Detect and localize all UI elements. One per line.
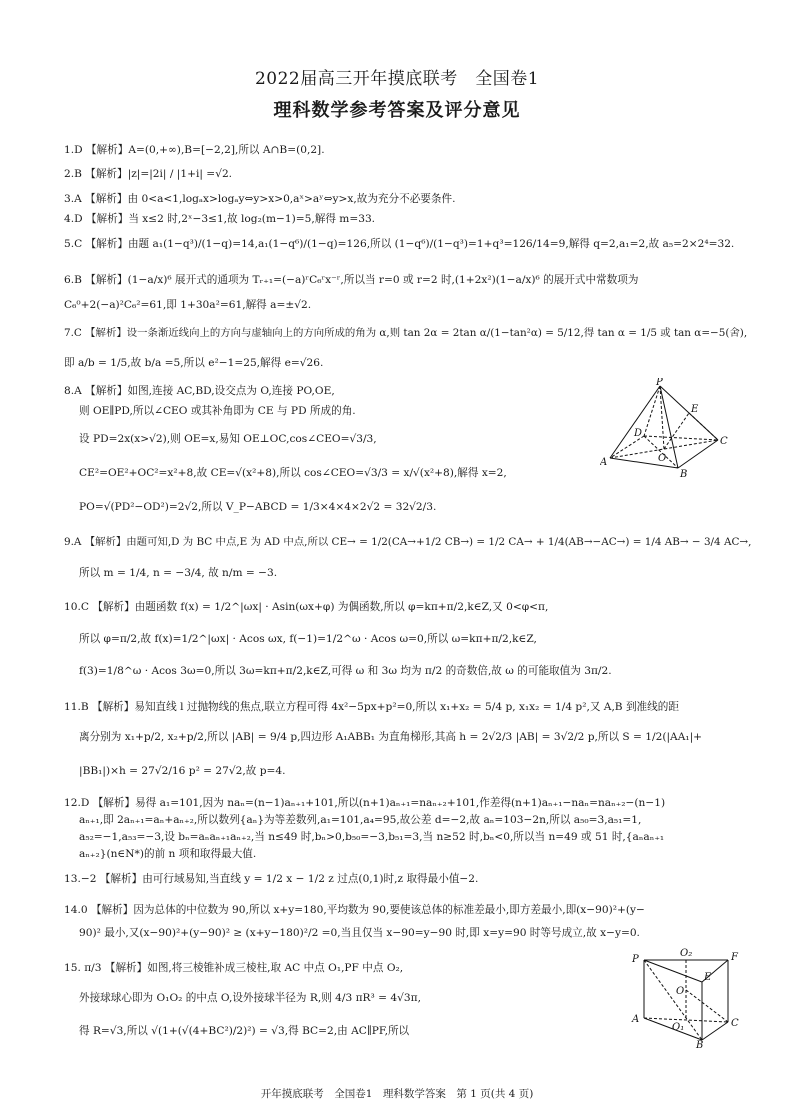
answer-q15-line2: 外接球球心即为 O₁O₂ 的中点 O,设外接球半径为 R,则 4/3 πR³ = 4√3π, bbox=[79, 992, 421, 1004]
label-o: O bbox=[676, 986, 685, 997]
label-a: A bbox=[632, 1014, 640, 1025]
label-a: A bbox=[600, 457, 608, 468]
q8-pyramid-figure bbox=[600, 378, 730, 488]
label-p: P bbox=[632, 954, 639, 965]
label-p: P bbox=[656, 378, 663, 388]
answer-q11-line1: 11.B 【解析】易知直线 l 过抛物线的焦点,联立方程可得 4x²−5px+p²=0,所以 x₁+x₂ = 5/4 p, x₁x₂ = 1/4 p²,又 A,B 到准线的距 bbox=[64, 701, 679, 713]
answer-q8-line3: 设 PD=2x(x>√2),则 OE=x,易知 OE⊥OC,cos∠CEO=√3/3, bbox=[79, 433, 377, 445]
answer-q10-line1: 10.C 【解析】由题函数 f(x) = 1/2^|ωx| · Asin(ωx+φ) 为偶函数,所以 φ=kπ+π/2,k∈Z,又 0<φ<π, bbox=[64, 601, 549, 613]
answer-q10-line2: 所以 φ=π/2,故 f(x)=1/2^|ωx| · Acos ωx, f(−1)=1/2^ω · Acos ω=0,所以 ω=kπ+π/2,k∈Z, bbox=[79, 633, 537, 645]
seg-oc bbox=[686, 990, 728, 1022]
answer-q15-line1: 15. π/3 【解析】如图,将三棱锥补成三棱柱,取 AC 中点 O₁,PF 中点 O₂, bbox=[64, 962, 404, 974]
edge-ab bbox=[610, 458, 678, 468]
answer-q7-line2: 即 a/b = 1/5,故 b/a =5,所以 e²−1=25,解得 e=√26. bbox=[64, 357, 324, 369]
answer-q14-line1: 14.0 【解析】因为总体的中位数为 90,所以 x+y=180,平均数为 90,要使该总体的标准差最小,即方差最小,即(x−90)²+(y− bbox=[64, 904, 645, 916]
label-c: C bbox=[731, 1018, 739, 1029]
answer-q6-line1: 6.B 【解析】(1−a/x)⁶ 展开式的通项为 Tᵣ₊₁=(−a)ʳC₆ʳx⁻ʳ,所以当 r=0 或 r=2 时,(1+2x²)(1−a/x)⁶ 的展开式中常数项为 bbox=[64, 274, 639, 286]
page-footer: 开年摸底联考 全国卷1 理科数学答案 第 1 页(共 4 页) bbox=[260, 1088, 534, 1100]
answer-q12-line3: a₅₂=−1,a₅₃=−3,设 bₙ=aₙaₙ₊₁aₙ₊₂,当 n≤49 时,bₙ>0,b₅₀=−3,b₅₁=3,当 n≥52 时,bₙ<0,所以当 n=49 或 51 时,{aₙaₙ₊₁ bbox=[79, 831, 665, 843]
exam-title: 2022届高三开年摸底联考 全国卷1 bbox=[254, 69, 540, 89]
edge-pd bbox=[644, 386, 660, 436]
answer-q8-line4: CE²=OE²+OC²=x²+8,故 CE=√(x²+8),所以 cos∠CEO=√3/3 = x/√(x²+8),解得 x=2, bbox=[79, 467, 507, 479]
answer-subtitle: 理科数学参考答案及评分意见 bbox=[273, 100, 521, 121]
answer-q12-line1: 12.D 【解析】易得 a₁=101,因为 naₙ=(n−1)aₙ₊₁+101,所以(n+1)aₙ₊₁=naₙ₊₂+101,作差得(n+1)aₙ₊₁−naₙ=naₙ₊₂−(n−1) bbox=[64, 797, 666, 809]
seg-oe bbox=[664, 413, 689, 449]
answer-q11-line2: 离分别为 x₁+p/2, x₂+p/2,所以 |AB| = 9/4 p,四边形 A₁ABB₁ 为直角梯形,其高 h = 2√2/3 |AB| = 3√2/2 p,所以 S = 1/2(|AA₁|+ bbox=[79, 731, 703, 743]
answer-q3-line1: 3.A 【解析】由 0<a<1,logₐx>logₐy⇔y>x>0,aˣ>aʸ⇔y>x,故为充分不必要条件. bbox=[64, 193, 456, 205]
label-o: O bbox=[658, 453, 667, 464]
answer-q12-line2: aₙ₊₁,即 2aₙ₊₁=aₙ+aₙ₊₂,所以数列{aₙ}为等差数列,a₁=101,a₄=95,故公差 d=−2,故 aₙ=103−2n,所以 a₅₀=3,a₅₁=1, bbox=[79, 814, 642, 826]
answer-q1-line1: 1.D 【解析】A=(0,+∞),B=[−2,2],所以 A∩B=(0,2]. bbox=[64, 144, 325, 156]
label-e: E bbox=[704, 972, 712, 983]
answer-q9-line2: 所以 m = 1/4, n = −3/4, 故 n/m = −3. bbox=[79, 567, 278, 579]
answer-q9-line1: 9.A 【解析】由题可知,D 为 BC 中点,E 为 AD 中点,所以 CE→ = 1/2(CA→+1/2 CB→) = 1/2 CA→ + 1/4(AB→−AC→) = 1/4 AB→ − 3/4 AC→, bbox=[64, 536, 752, 548]
answer-q8-line5: PO=√(PD²−OD²)=2√2,所以 V_P−ABCD = 1/3×4×4×2√2 = 32√2/3. bbox=[79, 501, 437, 513]
edge-bc bbox=[702, 1022, 728, 1040]
answer-q11-line3: |BB₁|)×h = 27√2/16 p² = 27√2,故 p=4. bbox=[79, 765, 286, 777]
label-o1: O₁ bbox=[672, 1022, 685, 1033]
answer-q8-line1: 8.A 【解析】如图,连接 AC,BD,设交点为 O,连接 PO,OE, bbox=[64, 385, 335, 397]
answer-q5-line1: 5.C 【解析】由题 a₁(1−q³)/(1−q)=14,a₁(1−q⁶)/(1−q)=126,所以 (1−q⁶)/(1−q³)=1+q³=126/14=9,解得 q=2,a₁=2,故 a₅=2×2⁴=32. bbox=[64, 238, 735, 250]
edge-pa bbox=[610, 386, 660, 458]
edge-pe bbox=[644, 960, 702, 982]
label-f: F bbox=[731, 952, 738, 963]
label-e: E bbox=[691, 404, 699, 415]
q15-prism-figure bbox=[630, 948, 750, 1048]
edge-bc bbox=[678, 440, 718, 468]
answer-q6-line2: C₆⁰+2(−a)²C₆²=61,即 1+30a²=61,解得 a=±√2. bbox=[64, 299, 312, 311]
edge-dc bbox=[644, 436, 718, 440]
answer-q15-line3: 得 R=√3,所以 √(1+(√(4+BC²)/2)²) = √3,得 BC=2,由 AC∥PF,所以 bbox=[79, 1025, 410, 1037]
answer-q4-line1: 4.D 【解析】当 x≤2 时,2ˣ−3≤1,故 log₂(m−1)=5,解得 m=33. bbox=[64, 213, 376, 225]
label-d: D bbox=[634, 428, 643, 439]
answer-q7-line1: 7.C 【解析】设一条渐近线向上的方向与虚轴向上的方向所成的角为 α,则 tan 2α = 2tan α/(1−tan²α) = 5/12,得 tan α = 1/5 或 tan α=−5(舍), bbox=[64, 327, 748, 339]
label-b: B bbox=[680, 469, 688, 480]
label-o2: O₂ bbox=[680, 948, 693, 959]
label-c: C bbox=[720, 436, 728, 447]
answer-q10-line3: f(3)=1/8^ω · Acos 3ω=0,所以 3ω=kπ+π/2,k∈Z,可得 ω 和 3ω 均为 π/2 的奇数倍,故 ω 的可能取值为 3π/2. bbox=[79, 665, 612, 677]
label-b: B bbox=[696, 1040, 704, 1048]
answer-q8-line2: 则 OE∥PD,所以∠CEO 或其补角即为 CE 与 PD 所成的角. bbox=[79, 405, 356, 417]
answer-q13-line1: 13.−2 【解析】由可行域易知,当直线 y = 1/2 x − 1/2 z 过点(0,1)时,z 取得最小值−2. bbox=[64, 873, 479, 885]
answer-q12-line4: aₙ₊₂}(n∈N*)的前 n 项和取得最大值. bbox=[79, 848, 257, 860]
answer-q14-line2: 90)² 最小,又(x−90)²+(y−90)² ≥ (x+y−180)²/2 =0,当且仅当 x−90=y−90 时,即 x=y=90 时等号成立,故 x−y=0. bbox=[79, 927, 640, 939]
answer-q2-line1: 2.B 【解析】|z|=|2i| / |1+i| =√2. bbox=[64, 168, 233, 180]
